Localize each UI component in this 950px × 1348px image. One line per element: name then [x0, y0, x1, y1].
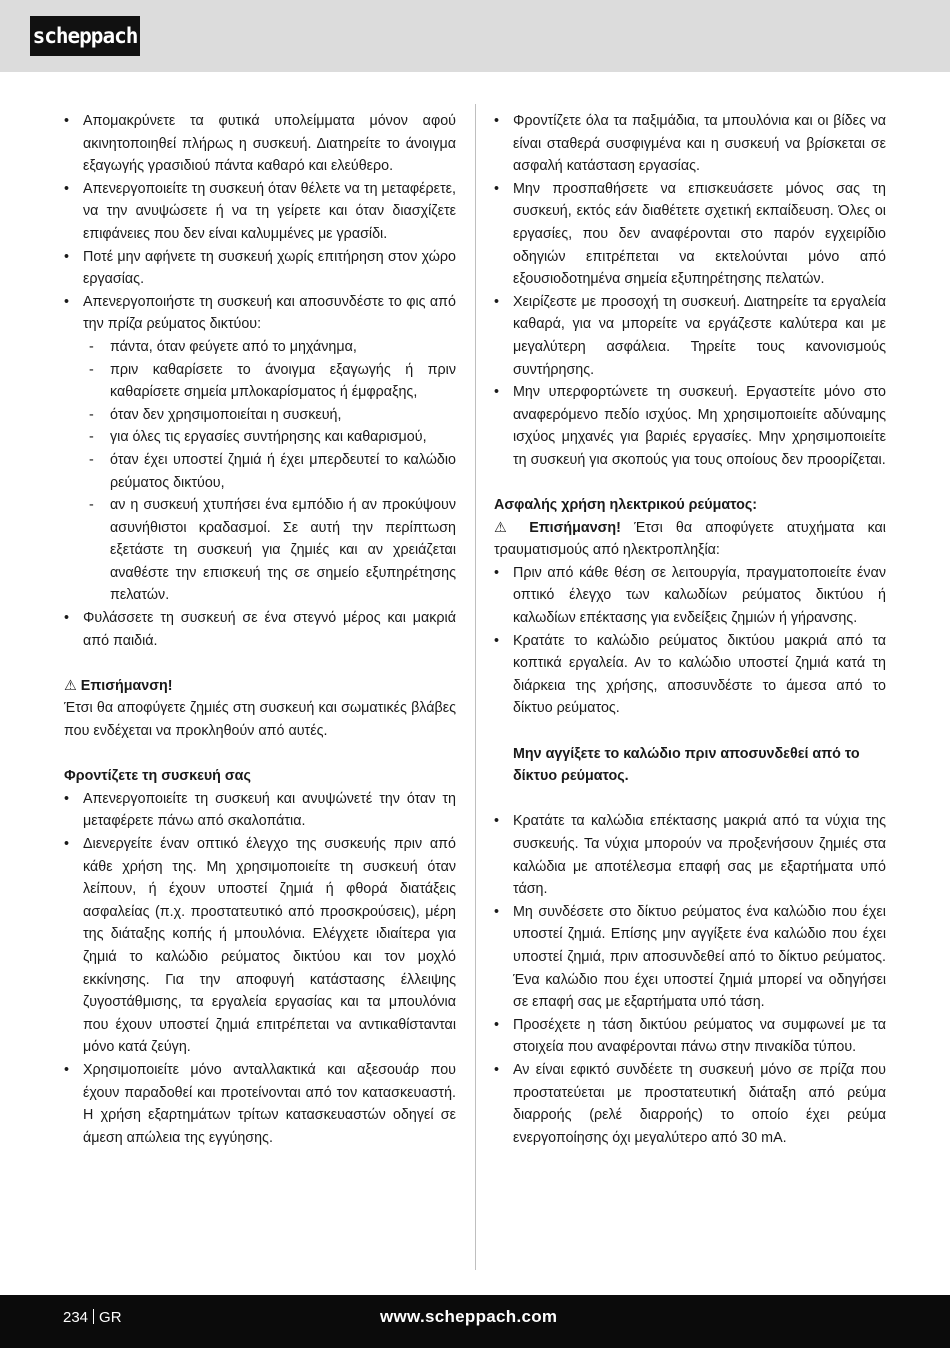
scheppach-logo: scheppach	[30, 16, 140, 56]
warning-text	[494, 517, 886, 562]
bold-note: Μην αγγίξετε το καλώδιο πριν αποσυνδεθεί από το δίκτυο ρεύματος.	[513, 745, 860, 785]
list-item: • Αν είναι εφικτό συνδέετε τη συσκευή μόνο σε πρίζα που προστατεύεται με προστατευτική διάταξη από ρεύμα διαρροής (ρελέ διαρροής) το οποίο έχει ρεύμα ενεργοποίησης όχι μεγαλύτερο από 30 mA.	[494, 1059, 886, 1149]
list-item: • Πριν από κάθε θέση σε λειτουργία, πραγματοποιείτε έναν οπτικό έλεγχο των καλωδίων ρεύματος δικτύου ή καλωδίων επέκτασης για ενδείξεις ζημιών ή γήρανσης.	[494, 562, 886, 630]
list-item: • Χρησιμοποιείτε μόνο ανταλλακτικά και αξεσουάρ που έχουν παραδοθεί και προτείνονται από τον κατασκευαστή. Η χρήση εξαρτημάτων τρίτων κατασκευαστών οδηγεί σε άμεση απώλεια της εγγύησης.	[64, 1059, 456, 1149]
warning-body: Έτσι θα αποφύγετε ατυχήματα και τραυματισμούς από ηλεκτροπληξία:	[494, 519, 886, 559]
list-item: • Διενεργείτε έναν οπτικό έλεγχο της συσκευής πριν από κάθε χρήση της. Μη χρησιμοποιείτε τη συσκευή όταν λείπουν, ή έχουν υποστεί ζημιά ή φθορά διατάξεις ασφαλείας (π.χ. προστατευτικό από προσκρούσεις), μέρη της διάταξης κοπής ή μπουλόνια. Ελέγχετε ιδιαίτερα για ζημιά το καλώδιο ρεύματος δικτύου και τον μοχλό εκκίνησης. Για την αποφυγή κατάστασης έλλειψης ζυγοστάθμισης, τα εργαλεία εργασίας και τα μπουλόνια που έχουν υποστεί ζημιά επιτρέπεται να αντικαθίστανται μόνο κατά ζεύγη.	[64, 833, 456, 1059]
right-column	[494, 110, 886, 1149]
section-heading: Ασφαλής χρήση ηλεκτρικού ρεύματος:	[494, 497, 758, 514]
list-item: • Φυλάσσετε τη συσκευή σε ένα στεγνό μέρος και μακριά από παιδιά.	[64, 607, 456, 652]
list-item: • Απενεργοποιείτε τη συσκευή όταν θέλετε να τη μεταφέρετε, να την ανυψώσετε ή να τη γείρετε και όταν διασχίζετε επιφάνειες που δεν είναι καλυμμένες με γρασίδι.	[64, 178, 456, 246]
list-item: • Απενεργοποιήστε τη συσκευή και αποσυνδέστε το φις από την πρίζα ρεύματος δικτύου:	[64, 291, 456, 336]
list-item: • Κρατάτε το καλώδιο ρεύματος δικτύου μακριά από τα κοπτικά εργαλεία. Αν το καλώδιο υποστεί ζημιά κατά τη διάρκεια της χρήσης, αποσυνδέστε το άμεσα από το δίκτυο ρεύματος.	[494, 630, 886, 720]
list-item: • Κρατάτε τα καλώδια επέκτασης μακριά από τα νύχια της συσκευής. Τα νύχια μπορούν να προξενήσουν ζημιές στα καλώδια με αποτέλεσμα επαφή σας με εξαρτήματα υπό τάση.	[494, 810, 886, 900]
list-item: • Απομακρύνετε τα φυτικά υπολείμματα μόνον αφού ακινητοποιηθεί πλήρως η συσκευή. Διατηρείτε το άνοιγμα εξαγωγής γρασιδιού πάντα καθαρό και ελεύθερο.	[64, 110, 456, 178]
list-item: • Μην υπερφορτώνετε τη συσκευή. Εργαστείτε μόνο στο αναφερόμενο πεδίο ισχύος. Μη χρησιμοποιείτε αδύναμης ισχύος μηχανές για βαριές εργασίες. Μην χρησιμοποιείτε τη συσκευή για σκοπούς για τους οποίους δεν προορίζεται.	[494, 381, 886, 471]
list-item: • Απενεργοποιείτε τη συσκευή και ανυψώνετέ την όταν τη μεταφέρετε πάνω από σκαλοπάτια.	[64, 788, 456, 833]
list-item: • Μην προσπαθήσετε να επισκευάσετε μόνος σας τη συσκευή, εκτός εάν διαθέτετε σχετική εκπαίδευση. Όλες οι εργασίες, που δεν αναφέρονται στο παρόν εγχειρίδιο οδηγιών επιτρέπεται να εκτελούνται μόνο από εξουσιοδοτημένα σημεία εξυπηρέτησης πελατών.	[494, 178, 886, 291]
left-column	[64, 110, 456, 1149]
list-item: • Χειρίζεστε με προσοχή τη συσκευή. Διατηρείτε τα εργαλεία καθαρά, για να μπορείτε να εργάζεστε καλύτερα και με μεγαλύτερη ασφάλεια. Τηρείτε τους κανονισμούς συντήρησης.	[494, 291, 886, 381]
sub-list-item: - πριν καθαρίσετε το άνοιγμα εξαγωγής ή πριν καθαρίσετε σημεία μπλοκαρίσματος ή έμφραξης,	[64, 359, 456, 404]
list-item: • Προσέχετε η τάση δικτύου ρεύματος να συμφωνεί με τα στοιχεία που αναφέρονται πάνω στην πινακίδα τύπου.	[494, 1014, 886, 1059]
list-item: • Μη συνδέσετε στο δίκτυο ρεύματος ένα καλώδιο που έχει υποστεί ζημιά. Επίσης μην αγγίξετε ένα καλώδιο που έχει υποστεί ζημιά, πριν αποσυνδεθεί από το δίκτυο ρεύματος. Ένα καλώδιο που έχει υποστεί ζημιά μπορεί να οδηγήσει σε επαφή σας με εξαρτήματα υπό τάση.	[494, 901, 886, 1014]
warning-label: ⚠ Επισήμανση!	[494, 519, 621, 536]
warning-heading: ⚠ Επισήμανση!	[64, 677, 173, 694]
list-item: • Φροντίζετε όλα τα παξιμάδια, τα μπουλόνια και οι βίδες να είναι σταθερά συσφιγμένα και η συσκευή να βρίσκεται σε ασφαλή κατάσταση εργασίας.	[494, 110, 886, 178]
list-item: • Ποτέ μην αφήνετε τη συσκευή χωρίς επιτήρηση στον χώρο εργασίας.	[64, 246, 456, 291]
page-number	[63, 1309, 122, 1326]
page-footer	[0, 1295, 950, 1348]
page-header	[0, 0, 950, 72]
sub-list-item: - για όλες τις εργασίες συντήρησης και καθαρισμού,	[64, 426, 456, 449]
column-divider	[475, 104, 476, 1270]
warning-text: Έτσι θα αποφύγετε ζημιές στη συσκευή και σωματικές βλάβες που ενδέχεται να προκληθούν από αυτές.	[64, 700, 456, 740]
sub-list-item: - όταν δεν χρησιμοποιείται η συσκευή,	[64, 404, 456, 427]
page-number-value: 234	[63, 1309, 89, 1326]
sub-list-item: - πάντα, όταν φεύγετε από το μηχάνημα,	[64, 336, 456, 359]
section-heading: Φροντίζετε τη συσκευή σας	[64, 768, 251, 785]
sub-list-item: - όταν έχει υποστεί ζημιά ή έχει μπερδευτεί το καλώδιο ρεύματος δικτύου,	[64, 449, 456, 494]
website-link[interactable]: www.scheppach.com	[380, 1307, 558, 1326]
sub-list-item: - αν η συσκευή χτυπήσει ένα εμπόδιο ή αν προκύψουν ασυνήθιστοι κραδασμοί. Σε αυτή την περίπτωση εξετάστε τη συσκευή για ζημιές και αν χρειάζεται αναθέστε την επισκευή της σε σημείο εξυπηρέτησης πελατών.	[64, 494, 456, 607]
language-code: GR	[99, 1309, 122, 1326]
footer-separator	[93, 1309, 94, 1324]
